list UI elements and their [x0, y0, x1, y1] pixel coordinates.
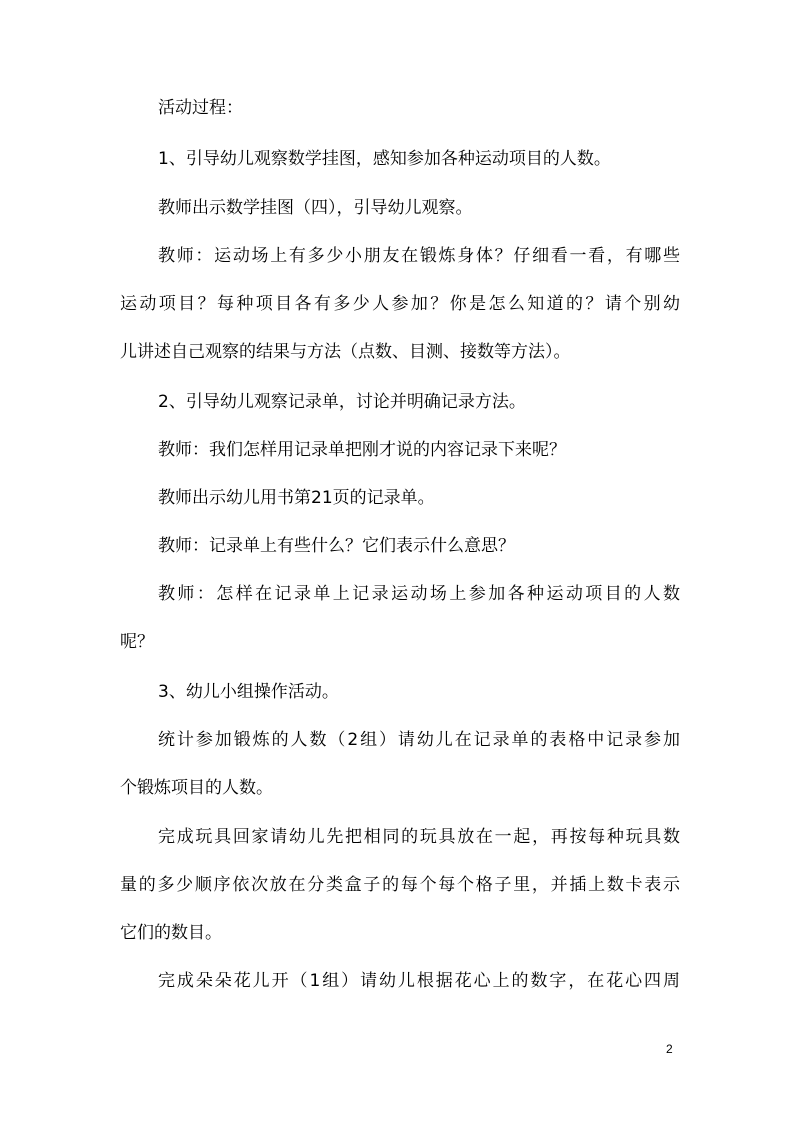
paragraph-line: 教师：记录单上有些什么？它们表示什么意思？	[158, 536, 515, 556]
paragraph-line: 呢？	[120, 632, 154, 652]
paragraph-line: 教师出示数学挂图（四），引导幼儿观察。	[158, 198, 473, 218]
page-number: 2	[666, 1042, 673, 1056]
paragraph-line: 教师：运动场上有多少小朋友在锻炼身体？仔细看一看，有哪些	[158, 246, 680, 266]
paragraph-line: 量的多少顺序依次放在分类盒子的每个每个格子里，并插上数卡表示	[120, 875, 680, 895]
paragraph-line: 完成玩具回家请幼儿先把相同的玩具放在一起，再按每种玩具数	[158, 827, 680, 847]
section-heading-activity-process: 活动过程：	[158, 98, 243, 118]
step-1-heading: 1、引导幼儿观察数学挂图，感知参加各种运动项目的人数。	[158, 149, 611, 169]
paragraph-line: 它们的数目。	[120, 923, 222, 943]
paragraph-line: 个锻炼项目的人数。	[120, 778, 273, 798]
step-3-heading: 3、幼儿小组操作活动。	[158, 682, 339, 702]
paragraph-line: 统计参加锻炼的人数（2组）请幼儿在记录单的表格中记录参加	[158, 730, 680, 750]
paragraph-line: 儿讲述自己观察的结果与方法（点数、目测、接数等方法）。	[120, 342, 571, 362]
step-2-heading: 2、引导幼儿观察记录单，讨论并明确记录方法。	[158, 392, 526, 412]
paragraph-line: 运动项目？每种项目各有多少人参加？你是怎么知道的？请个别幼	[120, 294, 680, 314]
paragraph-line: 教师：怎样在记录单上记录运动场上参加各种运动项目的人数	[158, 584, 680, 604]
paragraph-line: 教师：我们怎样用记录单把刚才说的内容记录下来呢？	[158, 440, 566, 460]
paragraph-line: 教师出示幼儿用书第21页的记录单。	[158, 488, 435, 508]
paragraph-line: 完成朵朵花儿开（1组）请幼儿根据花心上的数字，在花心四周	[158, 971, 680, 991]
